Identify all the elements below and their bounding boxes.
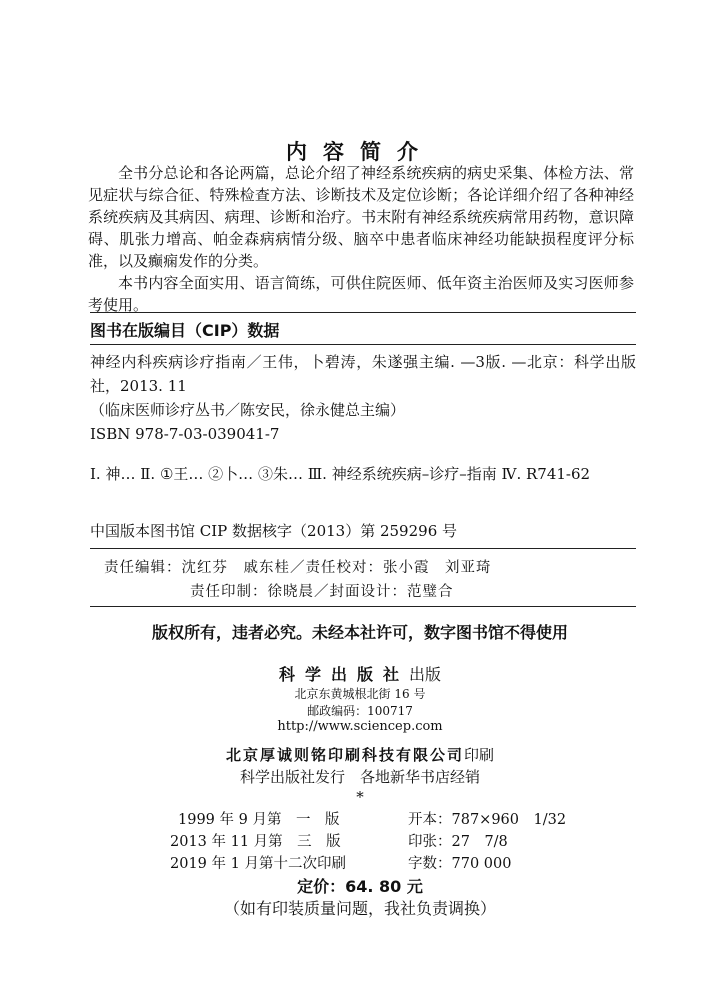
cip-heading: 图书在版编目（CIP）数据 — [90, 321, 280, 340]
publisher-name: 科学出版社 — [278, 665, 409, 684]
editor-credits: 责任编辑：沈红芬 戚东桂／责任校对：张小霞 刘亚琦 — [104, 560, 492, 576]
edition-date: 1999 年 9 月第 一 版 — [178, 812, 340, 828]
divider — [90, 548, 636, 549]
cip-series-line: （临床医师诊疗丛书／陈安民，徐永健总主编） — [90, 401, 406, 419]
summary-paragraph: 本书内容全面实用、语言简练，可供住院医师、低年资主治医师及实习医师参考使用。 — [88, 274, 634, 314]
printer-line — [0, 744, 720, 765]
summary-title: 内容简介 — [286, 139, 434, 164]
cip-classification-block — [90, 462, 636, 486]
edition-date: 2013 年 11 月第 三 版 — [170, 834, 341, 850]
price: 定价：64. 80 元 — [297, 877, 423, 896]
production-credits: 责任印制：徐晓晨／封面设计：范璧合 — [190, 584, 454, 600]
publisher-address: 北京东黄城根北街 16 号 — [294, 687, 426, 701]
summary-body — [88, 162, 634, 316]
publisher-url: http://www.sciencep.com — [277, 719, 443, 734]
cip-block — [90, 350, 636, 446]
summary-paragraph: 全书分总论和各论两篇，总论介绍了神经系统疾病的病史采集、体检方法、常见症状与综合征、特殊检查方法、诊断技术及定位诊断；各论详细介绍了各种神经系统疾病及其病因、病理、诊断和治疗。书末附有神经系统疾病常用药物，意识障碍、肌张力增高、帕金森病病情分级、脑卒中患者临床神经功能缺损程度评分标准，以及癫痫发作的分类。 — [88, 164, 634, 270]
divider — [90, 344, 636, 345]
edition-date: 2019 年 1 月第十二次印刷 — [170, 856, 346, 872]
printer-suffix: 印刷 — [464, 746, 495, 764]
edition-info: 开本：787×960 1/32 — [408, 812, 567, 828]
divider — [90, 312, 636, 313]
publisher-suffix: 出版 — [409, 665, 442, 684]
printer-name: 北京厚诚则铭印刷科技有限公司 — [225, 746, 464, 764]
copyright-notice: 版权所有，违者必究。未经本社许可，数字图书馆不得使用 — [151, 623, 568, 642]
cip-title-line: 神经内科疾病诊疗指南／王伟，卜碧涛，朱遂强主编. —3版. —北京：科学出版社，2013. 11 — [90, 353, 636, 395]
edition-info: 印张：27 7/8 — [408, 834, 508, 850]
cip-core-number: 中国版本图书馆 CIP 数据核字（2013）第 259296 号 — [90, 522, 458, 540]
separator-star: * — [356, 788, 364, 806]
edition-info: 字数：770 000 — [408, 856, 512, 872]
publisher-line — [0, 662, 720, 685]
distribution-line: 科学出版社发行 各地新华书店经销 — [239, 768, 480, 786]
print-quality-notice: （如有印装质量问题，我社负责调换） — [223, 899, 496, 918]
cip-classification: Ⅰ. 神… Ⅱ. ①王… ②卜… ③朱… Ⅲ. 神经系统疾病–诊疗–指南 Ⅳ. R741-62 — [90, 465, 591, 483]
cip-isbn: ISBN 978-7-03-039041-7 — [90, 425, 280, 443]
divider — [90, 606, 636, 607]
publisher-postcode: 邮政编码：100717 — [307, 704, 413, 718]
